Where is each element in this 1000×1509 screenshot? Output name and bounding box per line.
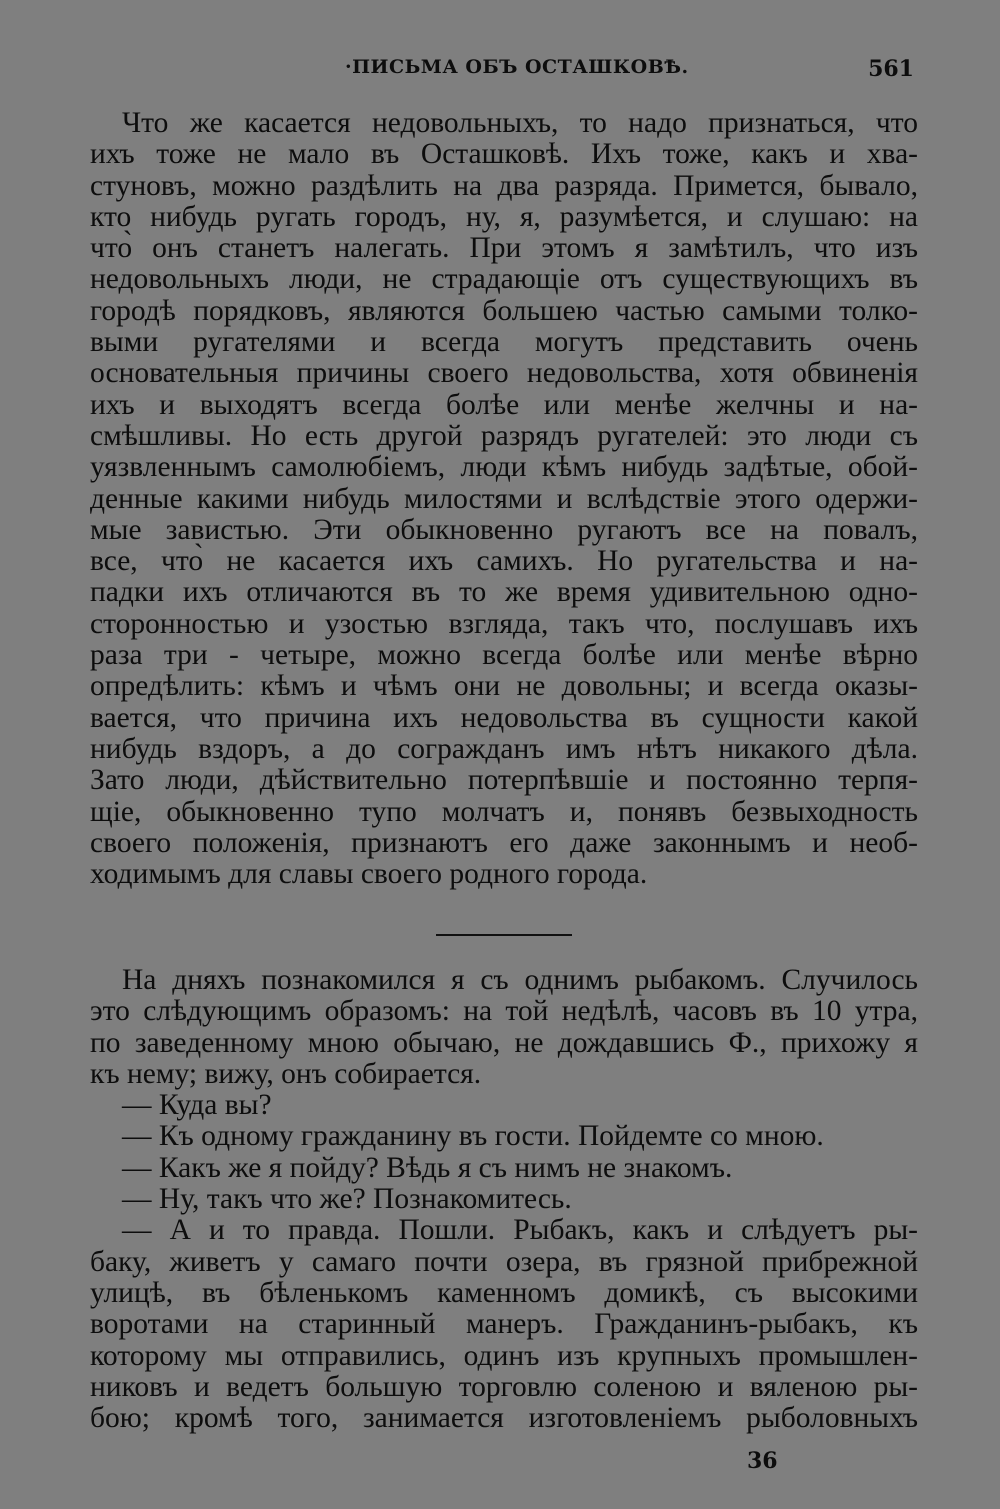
text-line: недовольныхъ люди, не страдающіе отъ существующихъ въ xyxy=(90,263,918,296)
text-line: воротами на старинный манеръ. Гражданинъ-рыбакъ, къ xyxy=(90,1308,918,1341)
text-line: нибудь вздоръ, а до согражданъ имъ нѣтъ никакого дѣла. xyxy=(90,732,918,765)
text-line: щіе, обыкновенно тупо молчатъ и, понявъ безвыходность xyxy=(90,795,918,828)
page-number: 561 xyxy=(868,56,914,82)
dialogue-line: — Ну, такъ что же? Познакомитесь. xyxy=(122,1183,572,1216)
section-divider-rule xyxy=(436,934,572,936)
text-line: улицѣ, въ бѣленькомъ каменномъ домикѣ, съ высокими xyxy=(90,1276,918,1309)
dialogue-line: — Къ одному гражданину въ гости. Пойдемте со мною. xyxy=(122,1120,824,1153)
section-fisherman xyxy=(90,965,918,1434)
text-line: раза три - четыре, можно всегда болѣе или менѣе вѣрно xyxy=(90,639,918,672)
text-line: своего положенія, признаютъ его даже законнымъ и необ- xyxy=(90,826,918,859)
text-line: городѣ порядковъ, являются большею частью самыми толко- xyxy=(90,294,918,327)
text-line: опредѣлить: кѣмъ и чѣмъ они не довольны; и всегда оказы- xyxy=(90,670,918,703)
text-line: ихъ и выходятъ всегда болѣе или менѣе желчны и на- xyxy=(90,388,918,421)
dialogue-line: — Какъ же я пойду? Вѣдь я съ нимъ не знакомъ. xyxy=(122,1151,733,1184)
running-title: ·ПИСЬМА ОБЪ ОСТАШКОВѢ. xyxy=(345,56,689,78)
text-line: баку, живетъ у самаго почти озера, въ грязной прибрежной xyxy=(90,1245,918,1278)
paragraph-malcontents xyxy=(90,108,918,890)
text-line: кто нибудь ругать городъ, ну, я, разумѣется, и слушаю: на xyxy=(90,200,918,233)
text-line: падки ихъ отличаются въ то же время удивительною одно- xyxy=(90,576,918,609)
text-line: вается, что причина ихъ недовольства въ сущности какой xyxy=(90,701,918,734)
text-line: мые завистью. Эти обыкновенно ругаютъ все на повалъ, xyxy=(90,513,918,546)
text-line: уязвленнымъ самолюбіемъ, люди кѣмъ нибудь задѣтые, обой- xyxy=(90,451,918,484)
text-line: къ нему; вижу, онъ собирается. xyxy=(90,1057,482,1090)
text-line: смѣшливы. Но есть другой разрядъ ругателей: это люди съ xyxy=(90,419,918,452)
text-line: стуновъ, можно раздѣлить на два разряда. Примется, бывало, xyxy=(90,169,918,202)
text-line: которому мы отправились, одинъ изъ крупныхъ промышлен- xyxy=(90,1339,918,1372)
text-line: — А и то правда. Пошли. Рыбакъ, какъ и слѣдуетъ ры- xyxy=(122,1214,918,1247)
text-line: ихъ тоже не мало въ Осташковѣ. Ихъ тоже, какъ и хва- xyxy=(90,138,918,171)
text-line: На дняхъ познакомился я съ однимъ рыбакомъ. Случилось xyxy=(122,964,918,996)
text-line: это слѣдующимъ образомъ: на той недѣлѣ, часовъ въ 10 утра, xyxy=(90,995,918,1028)
text-line: никовъ и ведетъ большую торговлю соленою и вяленою ры- xyxy=(90,1370,918,1403)
text-line: бою; кромѣ того, занимается изготовленіемъ рыболовныхъ xyxy=(90,1402,918,1435)
text-line: по заведенному мною обычаю, не дождавшись Ф., прихожу я xyxy=(90,1026,918,1059)
text-line: ходимымъ для славы своего родного города. xyxy=(90,858,648,891)
text-line: основательныя причины своего недовольства, хотя обвиненія xyxy=(90,357,918,390)
text-line: выми ругателями и всегда могутъ представить очень xyxy=(90,326,918,359)
text-line: сторонностью и узостью взгляда, такъ что, послушавъ ихъ xyxy=(90,607,918,640)
signature-mark: 36 xyxy=(747,1448,778,1474)
text-line: все, что̀ не касается ихъ самихъ. Но ругательства и на- xyxy=(90,545,918,578)
text-line: что̀ онъ станетъ налегать. При этомъ я замѣтилъ, что изъ xyxy=(90,232,918,265)
text-line: денные какими нибудь милостями и вслѣдствіе этого одержи- xyxy=(90,482,918,515)
text-line: Что же касается недовольныхъ, то надо признаться, что xyxy=(122,107,918,139)
dialogue-line: — Куда вы? xyxy=(122,1089,272,1122)
text-line: Зато люди, дѣйствительно потерпѣвшіе и постоянно терпя- xyxy=(90,764,918,797)
